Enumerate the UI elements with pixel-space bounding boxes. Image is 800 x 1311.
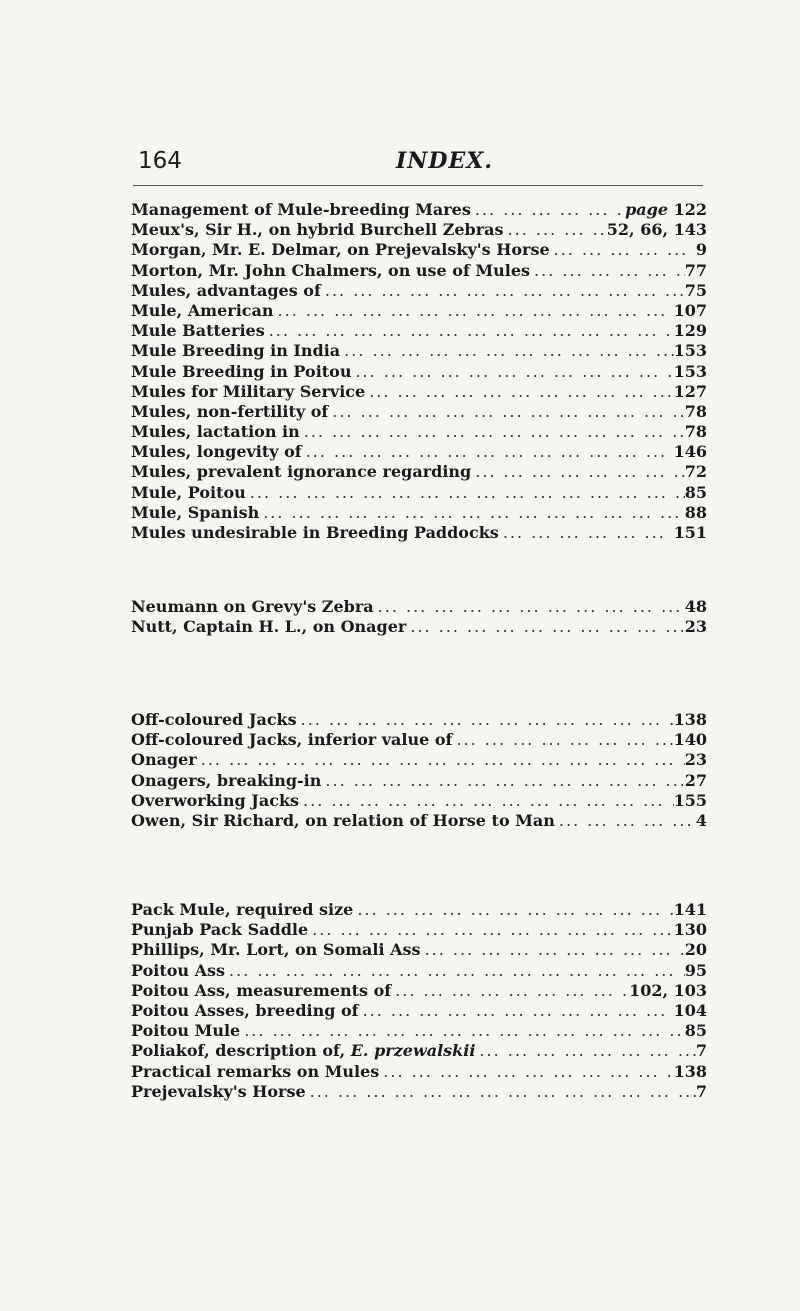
index-entry: [131, 483, 707, 503]
index-entry: [131, 281, 707, 301]
header-rule: [133, 185, 703, 186]
entry-pages: 23: [684, 617, 707, 637]
dot-leader: [225, 961, 685, 980]
index-entry: [131, 1062, 707, 1082]
index-entry: [131, 442, 707, 462]
dot-leader: [299, 791, 674, 810]
entry-text: Phillips, Mr. Lort, on Somali Ass: [131, 940, 421, 960]
index-entry: [131, 402, 707, 422]
index-entry: [131, 240, 707, 260]
entry-text: Poitou Ass, measurements of: [131, 980, 392, 1000]
entry-pages: 138: [673, 1061, 707, 1081]
dot-leader: [421, 940, 685, 959]
entry-pages: 140: [673, 730, 707, 750]
entry-pages: 77: [684, 260, 707, 280]
entry-text: Overworking Jacks: [131, 790, 300, 810]
entry-pages: 151: [673, 523, 707, 542]
dot-leader: [379, 1062, 673, 1081]
entry-pages: 130: [673, 920, 707, 940]
entry-text: Punjab Pack Saddle: [131, 920, 309, 940]
index-entry: [131, 771, 707, 791]
entry-pages: 146: [673, 442, 707, 462]
dot-leader: [475, 1041, 695, 1060]
entry-pages: 127: [673, 381, 707, 401]
dot-leader: [530, 261, 685, 280]
entry-pages: 27: [684, 770, 707, 790]
entry-text: Poitou Ass: [131, 960, 226, 980]
dot-leader: [300, 422, 685, 441]
entry-text: Pack Mule, required size: [131, 900, 354, 919]
entry-text: Morgan, Mr. E. Delmar, on Prejevalsky's Horse: [131, 240, 550, 260]
dot-leader: [452, 730, 673, 749]
dot-leader: [321, 771, 684, 790]
index-entry: [131, 1001, 707, 1021]
entry-text: Mules for Military Service: [131, 381, 366, 401]
index-entry: [131, 730, 707, 750]
entry-text: Mule Breeding in Poitou: [131, 361, 352, 381]
index-entry: [131, 981, 707, 1001]
page-prefix: page: [625, 200, 669, 219]
dot-leader: [550, 240, 696, 259]
dot-leader: [504, 220, 607, 239]
index-entry: [131, 811, 707, 831]
dot-leader: [340, 341, 673, 360]
dot-leader: [306, 1082, 696, 1101]
dot-leader: [197, 750, 685, 769]
index-group-p: [131, 900, 707, 1102]
entry-text: Practical remarks on Mules: [131, 1061, 380, 1081]
dot-leader: [321, 281, 685, 300]
index-entry: [131, 503, 707, 523]
entry-text: Poitou Asses, breeding of: [131, 1000, 359, 1020]
entry-text-italic: E. przewalskii: [350, 1041, 476, 1061]
entry-text: Owen, Sir Richard, on relation of Horse to Man: [131, 810, 555, 830]
entry-text: Nutt, Captain H. L., on Onager: [131, 617, 407, 637]
index-entry: [131, 341, 707, 361]
index-entry: [131, 1041, 707, 1061]
entry-text: Off-coloured Jacks, inferior value of: [131, 730, 453, 750]
entry-text: Neumann on Grevy's Zebra: [131, 597, 374, 616]
entry-pages: 78: [684, 422, 707, 442]
dot-leader: [302, 442, 674, 461]
entry-text: Mules, non-fertility of: [131, 401, 329, 421]
dot-leader: [365, 382, 673, 401]
index-group-o: [131, 710, 707, 831]
dot-leader: [328, 402, 684, 421]
entry-pages: 129: [673, 321, 707, 341]
index-entry: [131, 422, 707, 442]
index-entry: [131, 1021, 707, 1041]
entry-text: Mule, Spanish: [131, 502, 260, 522]
dot-leader: [351, 362, 673, 381]
entry-text: Prejevalsky's Horse: [131, 1081, 306, 1101]
dot-leader: [274, 301, 674, 320]
index-entry: [131, 750, 707, 770]
dot-leader: [308, 920, 673, 939]
entry-text: Onagers, breaking-in: [131, 770, 322, 790]
dot-leader: [471, 200, 625, 219]
entry-text: Mules undesirable in Breeding Paddocks: [131, 523, 499, 542]
index-entry: [131, 523, 707, 543]
page-header: [138, 148, 698, 188]
dot-leader: [359, 1001, 674, 1020]
entry-pages: 153: [673, 361, 707, 381]
index-entry: [131, 900, 707, 920]
entry-pages: 7: [695, 1041, 707, 1061]
index-entry: [131, 301, 707, 321]
index-entry: [131, 920, 707, 940]
entry-pages: 72: [684, 462, 707, 482]
dot-leader: [259, 503, 685, 522]
entry-pages: 52, 66, 143: [606, 220, 707, 240]
entry-pages: 4: [695, 810, 707, 830]
entry-pages: 48: [684, 597, 707, 616]
entry-text: Mule, Poitou: [131, 482, 246, 502]
index-group-m: [131, 200, 707, 543]
dot-leader: [406, 617, 684, 636]
entry-pages: 155: [673, 790, 707, 810]
entry-pages: 102, 103: [629, 980, 707, 1000]
entry-text: Mule Breeding in India: [131, 341, 341, 361]
index-entry: [131, 261, 707, 281]
index-entry: [131, 710, 707, 730]
entry-text: Mule, American: [131, 300, 274, 320]
index-entry: [131, 1082, 707, 1102]
entry-text: Meux's, Sir H., on hybrid Burchell Zebras: [131, 220, 504, 240]
entry-pages: 23: [684, 750, 707, 770]
entry-text: Mules, advantages of: [131, 280, 321, 300]
entry-text: Onager: [131, 750, 197, 770]
index-entry: [131, 220, 707, 240]
index-entry: [131, 791, 707, 811]
entry-text: Off-coloured Jacks: [131, 710, 297, 729]
dot-leader: [499, 523, 674, 542]
entry-text: Mules, lactation in: [131, 422, 300, 442]
entry-pages: 107: [673, 300, 707, 320]
dot-leader: [246, 483, 685, 502]
dot-leader: [240, 1021, 685, 1040]
running-title: INDEX.: [396, 148, 493, 174]
index-entry: [131, 961, 707, 981]
dot-leader: [353, 900, 673, 919]
index-entry: [131, 462, 707, 482]
entry-pages: 9: [695, 240, 707, 260]
entry-pages: 75: [684, 280, 707, 300]
entry-text: Poliakof, description of, E. przewalskii: [131, 1041, 476, 1061]
dot-leader: [471, 462, 685, 481]
entry-text: Mules, longevity of: [131, 442, 302, 462]
index-group-n: [131, 597, 707, 637]
index-entry: [131, 597, 707, 617]
dot-leader: [374, 597, 685, 616]
entry-pages: 78: [684, 401, 707, 421]
dot-leader: [391, 981, 629, 1000]
dot-leader: [555, 811, 696, 830]
index-entry: [131, 200, 707, 220]
index-entry: [131, 940, 707, 960]
entry-text: Morton, Mr. John Chalmers, on use of Mules: [131, 260, 531, 280]
entry-pages: 104: [673, 1000, 707, 1020]
entry-pages: 85: [684, 482, 707, 502]
entry-pages: 138: [673, 710, 707, 729]
entry-text: Management of Mule-breeding Mares: [131, 200, 471, 219]
entry-pages: 7: [695, 1081, 707, 1101]
dot-leader: [265, 321, 674, 340]
entry-pages: 153: [673, 341, 707, 361]
index-entry: [131, 321, 707, 341]
index-entry: [131, 382, 707, 402]
entry-text: Mule Batteries: [131, 321, 265, 341]
index-entry: [131, 617, 707, 637]
index-entry: [131, 362, 707, 382]
page-number: 164: [138, 148, 182, 174]
entry-pages: 20: [684, 940, 707, 960]
entry-pages: 95: [684, 960, 707, 980]
entry-pages: 141: [673, 900, 707, 919]
entry-pages: page 122: [625, 200, 707, 219]
entry-pages: 85: [684, 1021, 707, 1041]
dot-leader: [297, 710, 674, 729]
entry-text: Poitou Mule: [131, 1021, 241, 1041]
entry-text: Mules, prevalent ignorance regarding: [131, 462, 472, 482]
entry-pages: 88: [684, 502, 707, 522]
